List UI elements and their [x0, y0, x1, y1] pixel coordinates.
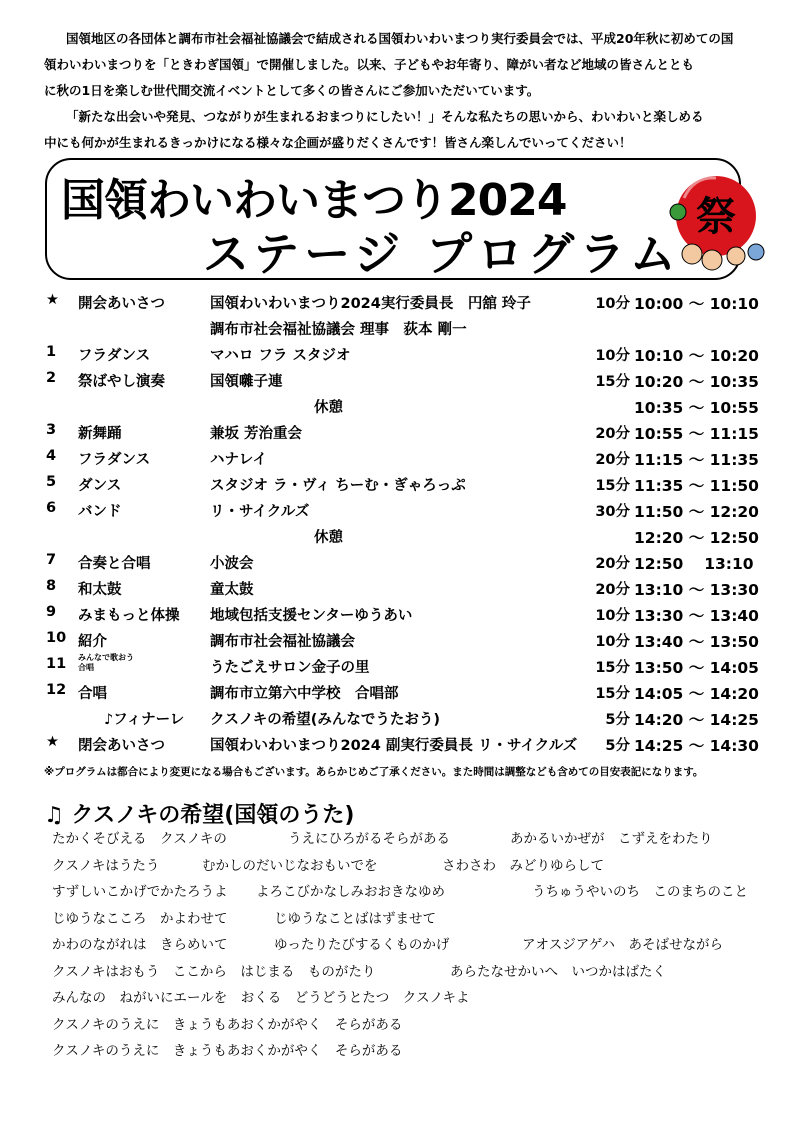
break-label: 休憩	[314, 400, 343, 416]
lyric-line	[52, 936, 772, 963]
intro-line: 領わいわいまつりを「ときわぎ国領」で開催しました。以来、子どもやお年寄り、障がい者など地域の皆さんととも	[44, 57, 695, 72]
intro-line: 国領地区の各団体と調布市社会福祉協議会で結成される国領わいわいまつり実行委員会では、平成20年秋に初めての国	[66, 31, 734, 46]
row-duration: 20分	[595, 452, 630, 468]
lyric-line	[52, 883, 772, 910]
row-number: 5	[46, 474, 57, 490]
row-number: 12	[46, 682, 67, 698]
row-time: 10:10 ～ 10:20	[634, 347, 759, 365]
lyric-phrase: クスノキはおもう ここから はじまる ものがたり	[52, 963, 376, 980]
row-number: ★	[46, 734, 59, 750]
song-lyrics	[52, 830, 772, 1069]
lyric-phrase: よろこびかなしみおおきなゆめ	[256, 884, 445, 900]
row-name: バンド	[78, 504, 122, 520]
row-time: 14:20 ～ 14:25	[634, 711, 759, 729]
program-row	[44, 602, 768, 628]
lyric-line	[52, 910, 772, 937]
row-number: 9	[46, 604, 57, 620]
row-name: 和太鼓	[78, 582, 122, 598]
row-name	[78, 653, 134, 673]
intro-text	[44, 26, 760, 156]
row-time: 11:15 ～ 11:35	[634, 451, 759, 469]
lyric-phrase: かわのながれは きらめいて	[52, 937, 228, 953]
lyric-phrase: じゆうなこころ かよわせて	[52, 910, 228, 927]
lyric-line	[52, 1042, 772, 1069]
row-performer: 小波会	[210, 556, 254, 572]
row-name: 閉会あいさつ	[78, 738, 165, 754]
row-name: みまもっと体操	[78, 608, 180, 624]
row-performer: スタジオ ラ・ヴィ ちーむ・ぎゃろっぷ	[210, 478, 466, 494]
lyric-phrase: むかしのだいじなおもいでを	[202, 857, 378, 874]
program-row	[44, 342, 768, 368]
lyric-phrase: さわさわ みどりゆらして	[442, 857, 604, 874]
row-performer: マハロ フラ スタジオ	[210, 348, 351, 364]
lyric-phrase: ゆったりたびするくものかげ	[274, 937, 450, 953]
row-performer: 地域包括支援センターゆうあい	[210, 608, 413, 624]
song-title: ♫ クスノキの希望(国領のうた)	[44, 803, 355, 828]
row-duration: 15分	[595, 478, 630, 494]
program-row	[44, 498, 768, 524]
lyric-phrase: みんなの ねがいにエールを おくる どうどうとたつ クスノキよ	[52, 990, 470, 1006]
row-performer: 国領囃子連	[210, 374, 283, 390]
lyric-phrase: うちゅうやいのち このまちのこと	[532, 884, 748, 900]
lyric-phrase: たかくそびえる クスノキの	[52, 831, 227, 847]
lyric-line	[52, 830, 772, 857]
row-name: 祭ばやし演奏	[78, 374, 165, 390]
row-performer: 国領わいわいまつり2024実行委員長 円舘 玲子	[210, 296, 531, 312]
lyric-phrase: アオスジアゲハ あそばせながら	[522, 937, 724, 953]
row-time: 12:50 13:10	[634, 555, 754, 573]
row-duration: 15分	[595, 686, 630, 702]
row-time: 10:35 ～ 10:55	[634, 399, 759, 417]
program-row	[44, 472, 768, 498]
festival-logo	[664, 168, 774, 278]
row-performer: 童太鼓	[210, 582, 254, 598]
break-label: 休憩	[314, 530, 343, 546]
row-time: 10:00 ～ 10:10	[634, 295, 759, 313]
program-row	[44, 576, 768, 602]
program-row-opening	[44, 290, 768, 316]
row-name-line2: 合唱	[78, 663, 94, 672]
program-row-closing	[44, 732, 768, 758]
row-performer: 兼坂 芳治重会	[210, 426, 303, 442]
title-banner	[45, 158, 741, 280]
lyric-line	[52, 963, 772, 990]
row-number: 10	[46, 630, 67, 646]
row-duration: 10分	[595, 348, 630, 364]
row-name: 開会あいさつ	[78, 296, 165, 312]
row-time: 10:55 ～ 11:15	[634, 425, 759, 443]
row-duration: 10分	[595, 296, 630, 312]
program-row-break	[44, 524, 768, 550]
lyric-phrase: クスノキのうえに きょうもあおくかがやく そらがある	[52, 1016, 403, 1033]
program-row-opening-2	[44, 316, 768, 342]
row-performer: 国領わいわいまつり2024 副実行委員長 リ・サイクルズ	[210, 738, 578, 754]
row-time: 10:20 ～ 10:35	[634, 373, 759, 391]
row-time: 11:35 ～ 11:50	[634, 477, 759, 495]
row-performer: うたごえサロン金子の里	[210, 660, 370, 676]
program-row	[44, 654, 768, 680]
row-performer: 調布市社会福祉協議会	[210, 634, 355, 650]
lyric-phrase: あらたなせかいへ いつかはばたく	[450, 963, 666, 980]
lyric-phrase: うえにひろがるそらがある	[288, 831, 450, 847]
row-duration: 20分	[595, 426, 630, 442]
stage-program	[44, 290, 768, 758]
row-performer: 調布市社会福祉協議会 理事 荻本 剛一	[210, 322, 467, 338]
intro-line: 中にも何かが生まれるきっかけになる様々な企画が盛りだくさんです！皆さん楽しんでいってください！	[44, 135, 632, 150]
lyric-line	[52, 857, 772, 884]
program-row	[44, 550, 768, 576]
row-performer: リ・サイクルズ	[210, 504, 310, 520]
row-time: 12:20 ～ 12:50	[634, 529, 759, 547]
page-subtitle: ステージ プログラム	[203, 227, 681, 281]
row-duration: 20分	[595, 582, 630, 598]
lyric-line	[52, 1016, 772, 1043]
row-performer: ハナレイ	[210, 452, 267, 468]
page-title: 国領わいわいまつり2024	[61, 175, 567, 226]
row-time: 14:25 ～ 14:30	[634, 737, 759, 755]
row-duration: 10分	[595, 634, 630, 650]
lyric-phrase: あかるいかぜが こずえをわたり	[510, 831, 713, 847]
program-row	[44, 446, 768, 472]
row-name-line1: みんなで歌おう	[78, 653, 134, 662]
program-row	[44, 680, 768, 706]
lyric-phrase: じゆうなことばはずませて	[274, 910, 436, 927]
row-number: 2	[46, 370, 57, 386]
program-row	[44, 420, 768, 446]
row-name: 新舞踊	[78, 426, 122, 442]
row-duration: 5分	[605, 738, 630, 754]
row-number: 3	[46, 422, 57, 438]
row-name: ♪フィナーレ	[104, 712, 185, 728]
row-time: 14:05 ～ 14:20	[634, 685, 759, 703]
lyric-phrase: すずしいこかげでかたろうよ	[52, 884, 228, 900]
row-number: 8	[46, 578, 57, 594]
row-name: 合唱	[78, 686, 107, 702]
row-duration: 10分	[595, 608, 630, 624]
logo-char: 祭	[696, 194, 736, 240]
row-name: 紹介	[78, 634, 107, 650]
program-row	[44, 368, 768, 394]
row-number: 4	[46, 448, 57, 464]
row-time: 13:50 ～ 14:05	[634, 659, 759, 677]
row-number: 7	[46, 552, 57, 568]
program-row-finale	[44, 706, 768, 732]
program-note: ※プログラムは都合により変更になる場合もございます。あらかじめご了承ください。また時間は調整なども含めての目安表記になります。	[44, 766, 704, 778]
program-row	[44, 628, 768, 654]
row-duration: 20分	[595, 556, 630, 572]
row-time: 11:50 ～ 12:20	[634, 503, 759, 521]
lyric-line	[52, 989, 772, 1016]
row-duration: 15分	[595, 660, 630, 676]
row-number: 1	[46, 344, 57, 360]
row-duration: 30分	[595, 504, 630, 520]
intro-line: 「新たな出会いや発見、つながりが生まれるおまつりにしたい！」そんな私たちの思いから、わいわいと楽しめる	[66, 109, 704, 124]
row-number: 6	[46, 500, 57, 516]
row-time: 13:30 ～ 13:40	[634, 607, 759, 625]
program-row-break	[44, 394, 768, 420]
row-number: ★	[46, 292, 59, 308]
row-time: 13:10 ～ 13:30	[634, 581, 759, 599]
row-name: フラダンス	[78, 348, 151, 364]
lyric-phrase: クスノキはうたう	[52, 857, 160, 874]
row-name: ダンス	[78, 478, 122, 494]
row-name: 合奏と合唱	[78, 556, 151, 572]
row-duration: 5分	[605, 712, 630, 728]
row-duration: 15分	[595, 374, 630, 390]
lyric-phrase: クスノキのうえに きょうもあおくかがやく そらがある	[52, 1043, 403, 1059]
row-performer: クスノキの希望(みんなでうたおう)	[210, 712, 441, 728]
row-performer: 調布市立第六中学校 合唱部	[210, 686, 399, 702]
intro-line: に秋の1日を楽しむ世代間交流イベントとして多くの皆さんにご参加いただいています。	[44, 83, 540, 98]
row-name: フラダンス	[78, 452, 151, 468]
row-time: 13:40 ～ 13:50	[634, 633, 759, 651]
row-number: 11	[46, 656, 67, 672]
